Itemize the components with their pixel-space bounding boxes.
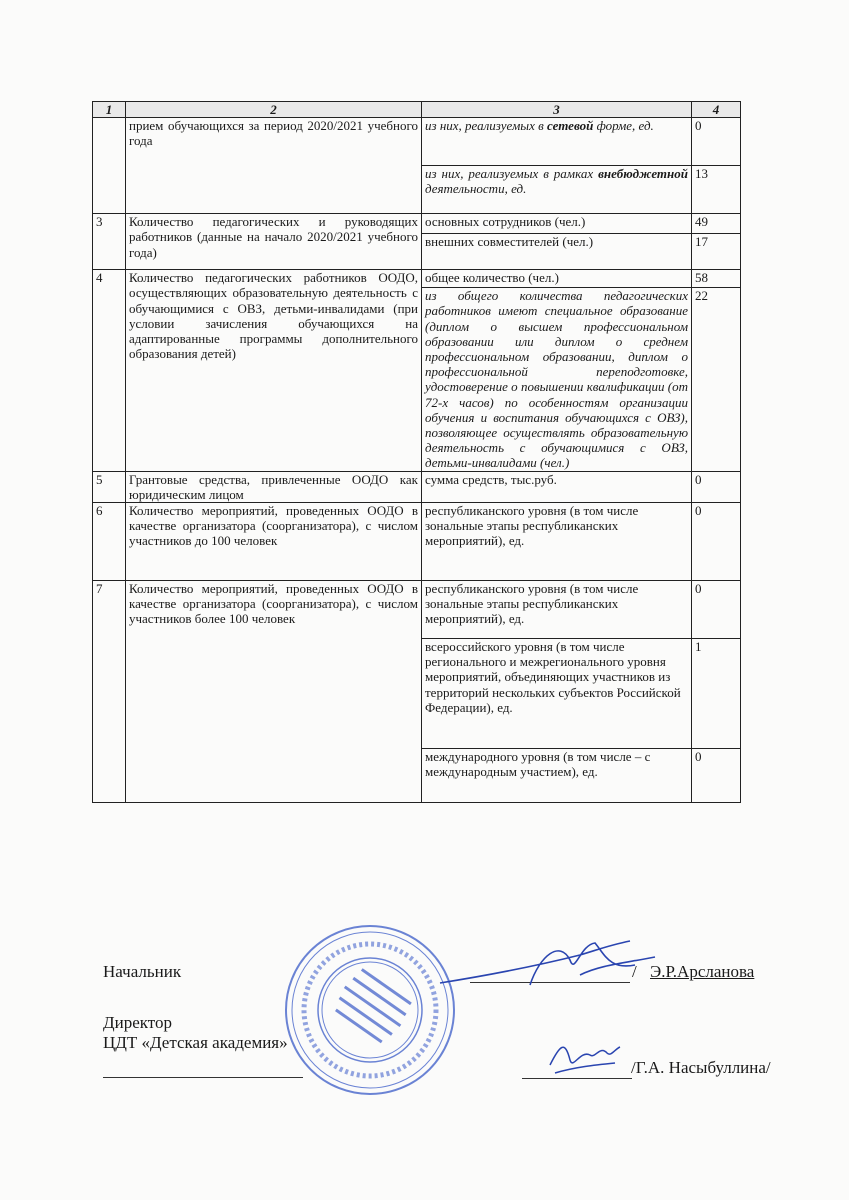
- director-org: ЦДТ «Детская академия»: [103, 1033, 288, 1052]
- chief-name: Э.Р.Арсланова: [650, 962, 755, 981]
- item-text: из них, реализуемых в: [425, 118, 548, 134]
- header-cell: 2: [126, 102, 422, 118]
- row-item: республиканского уровня (в том числе зональные этапы республиканских мероприятий), ед.: [422, 503, 692, 581]
- row-item: сумма средств, тыс.руб.: [422, 471, 692, 502]
- row-label: Грантовые средства, привлеченные ООДО как юридическим лицом: [126, 471, 422, 502]
- row-value: 0: [692, 503, 741, 581]
- table-row: [93, 118, 741, 166]
- item-bold: сетевой: [547, 118, 594, 134]
- director-left-line: [103, 1077, 303, 1078]
- header-cell: 1: [93, 102, 126, 118]
- row-label: Количество педагогических работников ООДО, осуществляющих образовательную деятельность с обучающимися с ОВЗ, детьми-инвалидами (при условии зачисления обучающихся на адаптированные программы дополнительного образования детей): [126, 270, 422, 471]
- table-row: [93, 503, 741, 581]
- chief-slash: /: [632, 962, 637, 981]
- row-value: 13: [692, 166, 741, 214]
- row-item: из общего количества педагогических работников имеют специальное образование (диплом о высшем профессиональном образовании или диплом о среднем профессиональном образовании, диплом о профессиональной переподготовке, удостоверение о повышении квалификации (от 72-х часов) по особенностям организации обучения и воспитания обучающихся с ОВЗ), позволяющее осуществлять образовательную деятельность с обучающимися с ОВЗ, детьми-инвалидами (чел.): [422, 288, 692, 471]
- row-value: 0: [692, 471, 741, 502]
- row-value: 49: [692, 214, 741, 234]
- header-cell: 3: [422, 102, 692, 118]
- row-label: прием обучающихся за период 2020/2021 учебного года: [126, 118, 422, 214]
- row-item: внешних совместителей (чел.): [422, 234, 692, 270]
- row-value: 0: [692, 749, 741, 803]
- row-value: 58: [692, 270, 741, 288]
- item-text: из них, реализуемых в рамках: [425, 166, 599, 182]
- chief-title: Начальник: [103, 962, 182, 981]
- director-signature-scribble: [545, 1035, 625, 1080]
- row-label: Количество педагогических и руководящих работников (данные на начало 2020/2021 учебного года): [126, 214, 422, 270]
- row-item: республиканского уровня (в том числе зональные этапы республиканских мероприятий), ед.: [422, 581, 692, 639]
- row-value: 17: [692, 234, 741, 270]
- row-item: общее количество (чел.): [422, 270, 692, 288]
- header-cell: 4: [692, 102, 741, 118]
- row-number: 4: [93, 270, 126, 471]
- row-item: [422, 118, 692, 166]
- item-bold: внебюджетной: [598, 166, 688, 182]
- row-value: 1: [692, 639, 741, 749]
- row-number: [93, 118, 126, 214]
- row-item: основных сотрудников (чел.): [422, 214, 692, 234]
- row-number: 6: [93, 503, 126, 581]
- row-label: Количество мероприятий, проведенных ООДО в качестве организатора (соорганизатора), с числом участников до 100 человек: [126, 503, 422, 581]
- chief-signature-scribble: [430, 935, 660, 995]
- row-item: международного уровня (в том числе – с международным участием), ед.: [422, 749, 692, 803]
- row-number: 3: [93, 214, 126, 270]
- director-title: Директор: [103, 1013, 172, 1032]
- row-number: 5: [93, 471, 126, 502]
- item-text: форме, ед.: [593, 118, 654, 134]
- table-row: [93, 214, 741, 234]
- item-text: деятельности, ед.: [425, 181, 527, 197]
- table-header-row: [93, 102, 741, 118]
- row-value: 0: [692, 581, 741, 639]
- row-number: 7: [93, 581, 126, 803]
- row-item: всероссийского уровня (в том числе регионального и межрегионального уровня мероприятий, объединяющих участников из территорий нескольких субъектов Российской Федерации), ед.: [422, 639, 692, 749]
- director-name: /Г.А. Насыбуллина/: [631, 1058, 771, 1077]
- indicators-table: [92, 101, 741, 803]
- row-item: [422, 166, 692, 214]
- row-label: Количество мероприятий, проведенных ООДО в качестве организатора (соорганизатора), с числом участников более 100 человек: [126, 581, 422, 803]
- row-value: 0: [692, 118, 741, 166]
- table-row: [93, 270, 741, 288]
- table-row: [93, 471, 741, 502]
- row-value: 22: [692, 288, 741, 471]
- table-row: [93, 581, 741, 639]
